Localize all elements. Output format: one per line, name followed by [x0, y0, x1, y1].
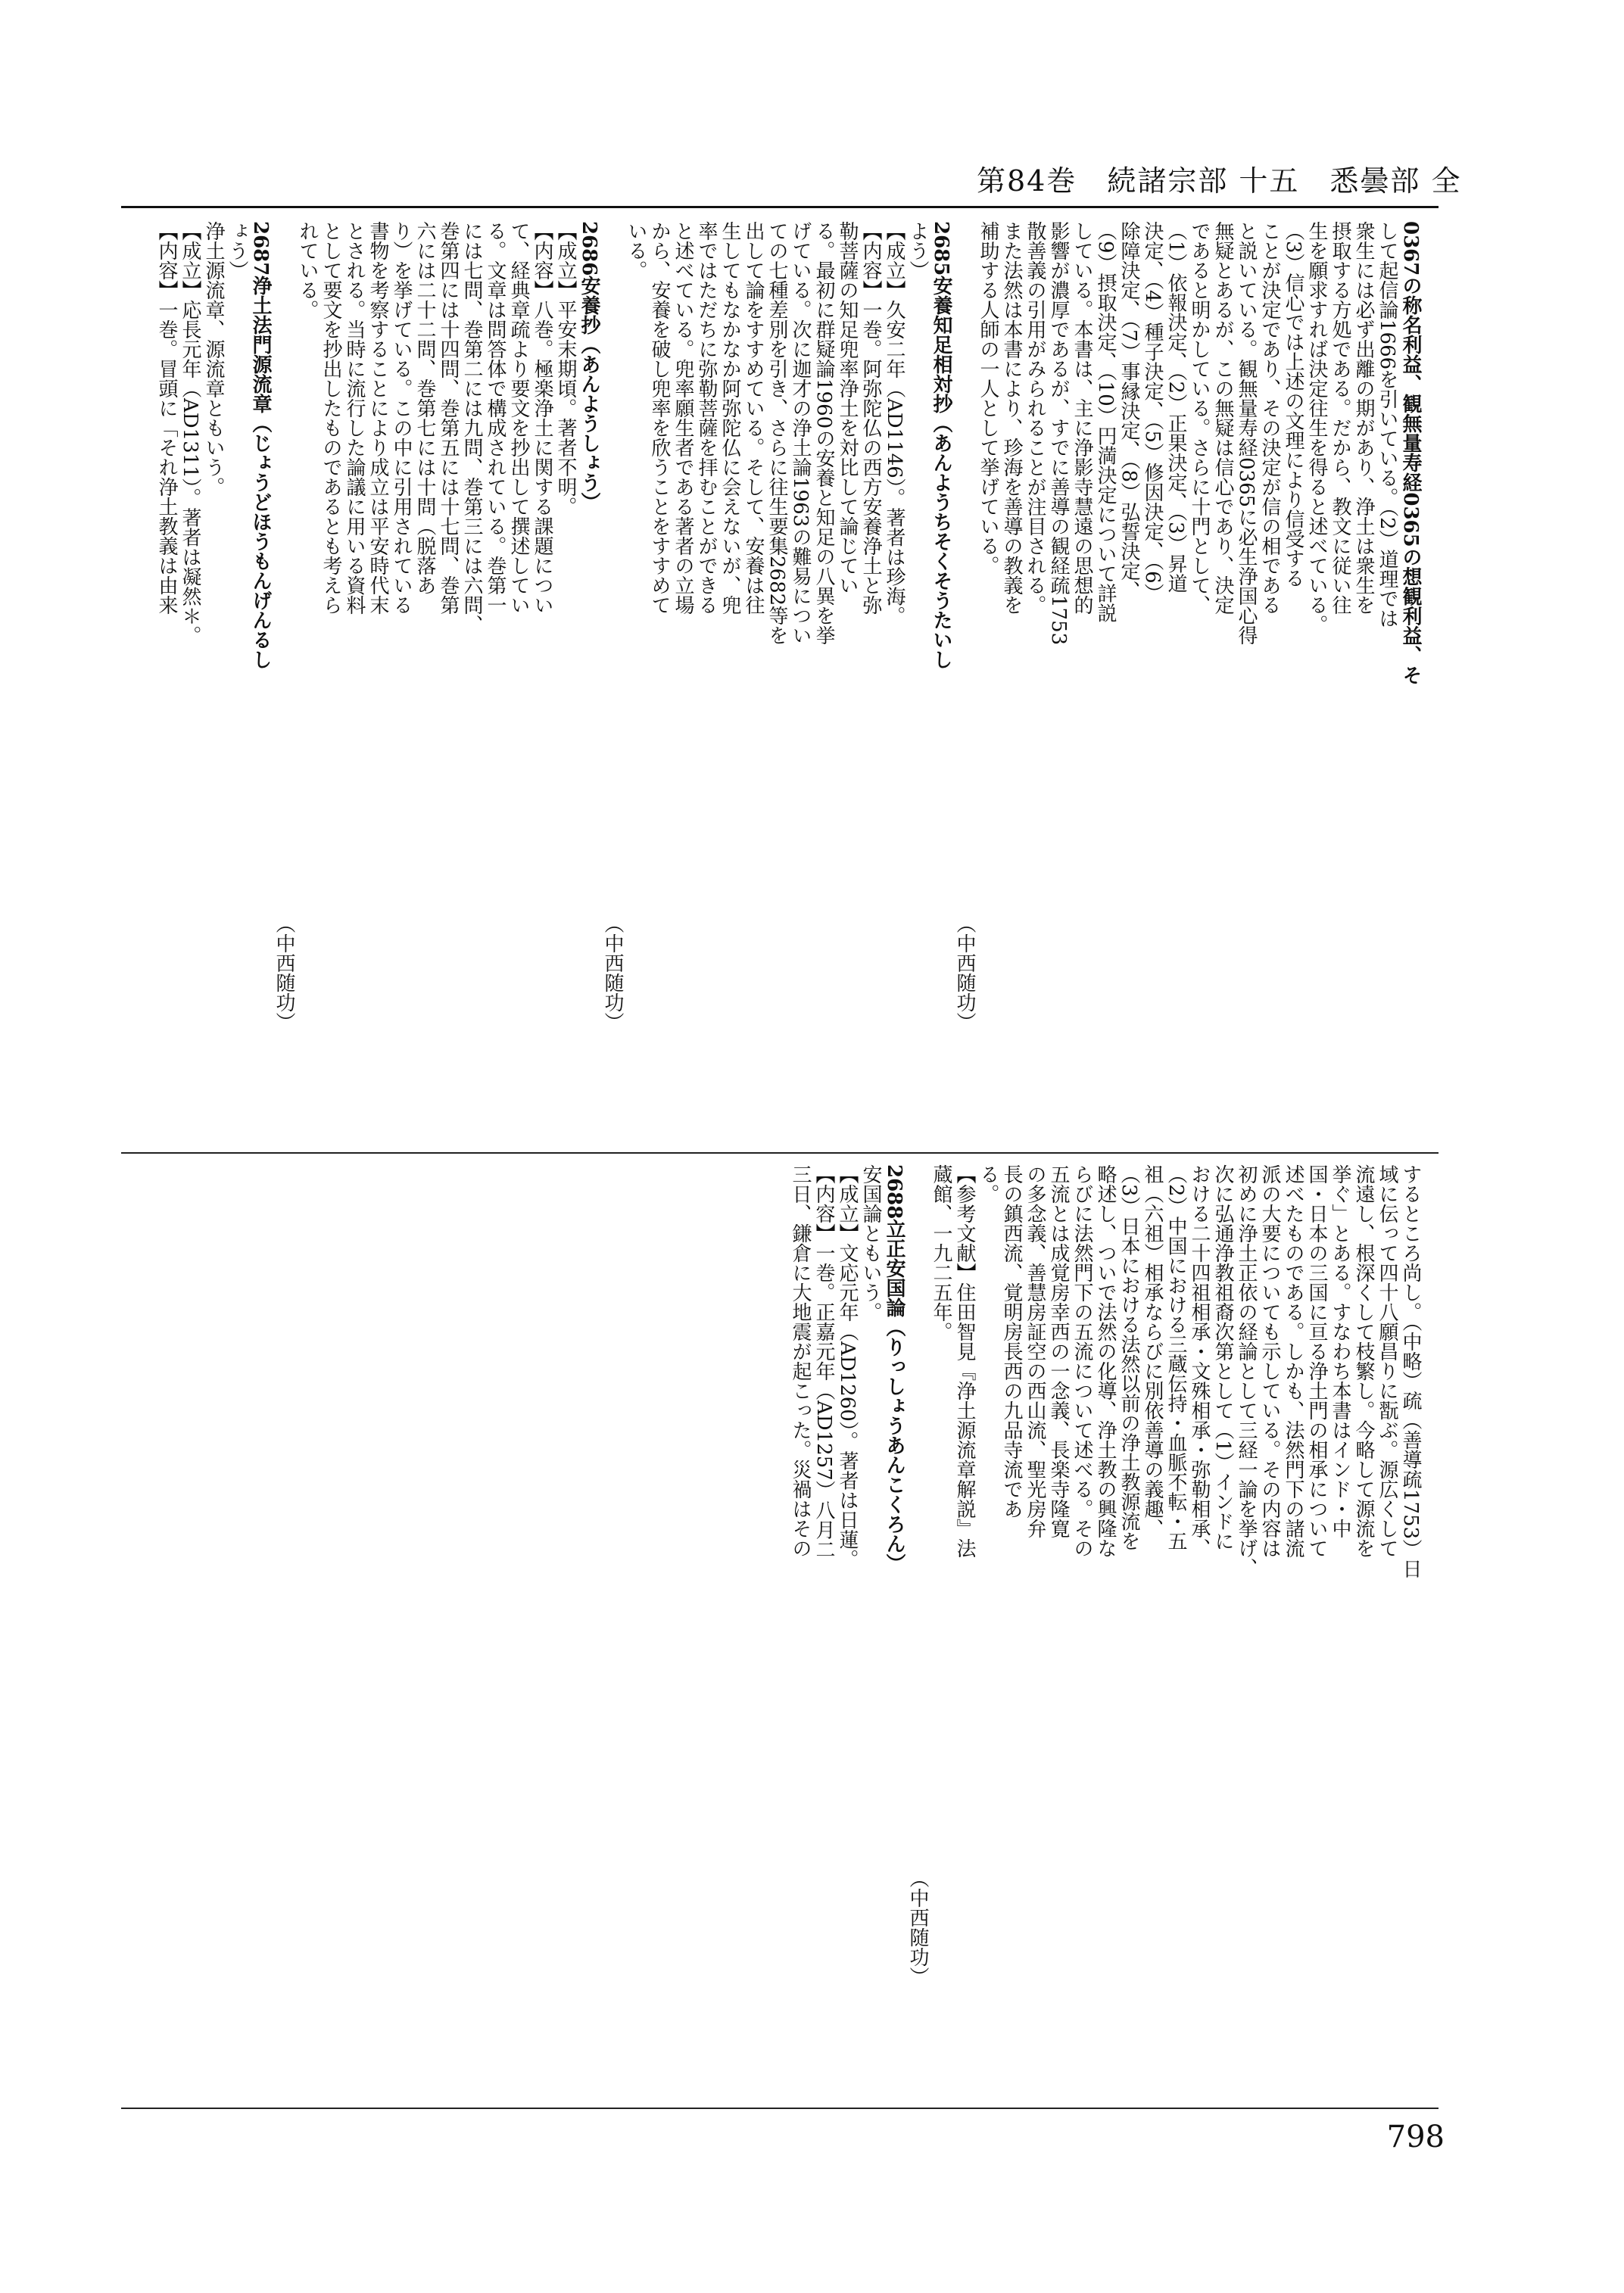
upper-text-column: れている。 [296, 221, 319, 319]
upper-text-column: 2685安養知足相対抄（あんようちそくそうたいし [930, 221, 952, 670]
upper-text-column: 浄土源流章、源流章ともいう。 [202, 221, 225, 497]
upper-text-column: 【成立】平安末期頃。著者不明。 [554, 221, 577, 516]
lower-text-column: おける二十四祖相承・文殊相承・弥勒相承、 [1188, 1164, 1211, 1558]
upper-text-column: 【内容】八巻。極楽浄土に関する課題につい [531, 221, 553, 615]
lower-text-column: 国・日本の三国に亘る浄土門の相承について [1305, 1164, 1328, 1558]
upper-text-column: 衆生には必ず出離の期があり、浄土は衆生を [1352, 221, 1375, 615]
upper-text-column: 影響が濃厚であるが、すでに善導の観経疏1753 [1047, 221, 1070, 646]
lower-text-column: らびに法然門下の五流について述べる。その [1071, 1164, 1093, 1558]
upper-text-column: であると明かしている。さらに十門として、 [1188, 221, 1211, 615]
lower-text-column: の多念義、善慧房証空の西山流、聖光房弁 [1024, 1164, 1046, 1538]
upper-text-column: 2686安養抄（あんようしょう） [578, 221, 600, 512]
lower-text-column: 域に伝って四十八願昌りに翫ぶ。源広くして [1376, 1164, 1398, 1558]
upper-text-column: とされる。当時に流行した論議に用いる資料 [343, 221, 366, 615]
tier-divider [121, 1152, 1439, 1154]
upper-text-column: 率ではただちに弥勒菩薩を拝むことができる [695, 221, 718, 615]
upper-text-column: している。本書は、主に浄影寺慧遠の思想的 [1071, 221, 1093, 615]
lower-text-column: る。 [977, 1164, 999, 1204]
upper-text-column: から、安養を破し兜率を欣うことをすすめて [648, 221, 671, 615]
upper-text-column: て、経典章疏より要文を抄出して撰述してい [507, 221, 530, 615]
lower-text-column: （中西随功） [906, 1868, 929, 1986]
lower-text-column: （3）日本における法然以前の浄土教源流を [1117, 1164, 1140, 1551]
lower-text-column: 【内容】一巻。正嘉元年（AD1257）八月二 [812, 1164, 835, 1559]
lower-text-column: （2）中国における三蔵伝持・血脈不転・五 [1164, 1164, 1187, 1551]
upper-text-column: 勒菩薩の知足兜率浄土を対比して論じてい [836, 221, 859, 595]
lower-text-column: 五流とは成覚房幸西の一念義、長楽寺隆寛 [1047, 1164, 1070, 1538]
upper-text-column: 摂取する方処である。だから、教文に従い往 [1329, 221, 1351, 615]
lower-text-column: するところ尚し。（中略）疏（善導疏1753）日 [1399, 1164, 1422, 1579]
upper-text-column: 2687浄土法門源流章（じょうどほうもんげんるし [249, 221, 272, 670]
upper-text-column: 出して論をすすめている。そして、安養は往 [742, 221, 765, 615]
upper-text-column: と述べている。兜率願生者である著者の立場 [672, 221, 694, 615]
lower-text-column: 略述し、ついで法然の化導、浄土教の興隆な [1094, 1164, 1117, 1558]
upper-text-column: 生してもなかなか阿弥陀仏に会えないが、兜 [718, 221, 741, 615]
page-number: 798 [1386, 2120, 1445, 2154]
lower-text-column: 祖（六祖）相承ならびに別依善導の義趣、 [1141, 1164, 1164, 1538]
upper-text-column: ての七種差別を引き、さらに往生要集2682等を [765, 221, 788, 646]
header-rule [121, 206, 1439, 208]
upper-text-column: には七問、巻第二には九問、巻第三には六問、 [460, 221, 483, 634]
upper-text-column: 0367の称名利益、観無量寿経0365の想観利益、そ [1399, 221, 1422, 685]
upper-text-column: と説いている。観無量寿経0365に必生浄国心得 [1235, 221, 1258, 646]
lower-text-column: 【成立】文応元年（AD1260）。著者は日蓮。 [836, 1164, 859, 1569]
upper-text-column: 決定、（4）種子決定、（5）修因決定、（6） [1141, 221, 1164, 603]
upper-text-column: る。文章は問答体で構成されている。巻第一 [484, 221, 507, 615]
upper-text-column: （1）依報決定、（2）正果決定、（3）昇道 [1164, 221, 1187, 594]
lower-text-column: 蔵館、一九二五年。 [930, 1164, 952, 1341]
upper-text-column: （3）信心では上述の文理により信受する [1282, 221, 1304, 588]
lower-text-column: 2688立正安国論（りっしょうあんこくろん） [883, 1164, 906, 1574]
upper-text-column: ょう） [226, 221, 248, 280]
upper-text-column: 無疑とあるが、この無疑は信心であり、決定 [1211, 221, 1234, 615]
lower-text-column: 初めに浄土正依の経論として三経一論を挙げ、 [1235, 1164, 1258, 1578]
upper-text-column: 【内容】一巻。冒頭に「それ浄土教義は由来 [155, 221, 178, 615]
lower-text-column: 述べたものである。しかも、法然門下の諸流 [1282, 1164, 1304, 1558]
upper-text-column: 【成立】久安二年（AD1146）。著者は珍海。 [883, 221, 906, 626]
lower-text-column: 長の鎮西流、覚明房長西の九品寺流であ [1000, 1164, 1023, 1519]
upper-text-column: （中西随功） [601, 914, 624, 1032]
lower-text-column: 派の大要についても示している。その内容は [1258, 1164, 1281, 1558]
lower-text-column: 【参考文献】住田智見『浄土源流章解説』法 [953, 1164, 976, 1558]
upper-text-column: る。最初に群疑論1960の安養と知足の八異を挙 [812, 221, 835, 646]
lower-text-column: 挙ぐ」とある。すなわち本書はインド・中 [1329, 1164, 1351, 1538]
upper-text-column: （中西随功） [273, 914, 295, 1032]
lower-text-column: 安国論ともいう。 [859, 1164, 882, 1322]
upper-text-column: げている。次に迦才の浄土論1963の難易につい [789, 221, 812, 646]
upper-text-column: （9）摂取決定、（10）円満決定について詳説 [1094, 221, 1117, 623]
upper-text-column: 書物を考察することにより成立は平安時代末 [366, 221, 389, 615]
running-header: 第84巻 続諸宗部 十五 悉曇部 全 [977, 164, 1462, 198]
upper-text-column: ことが決定であり、その決定が信の相である [1258, 221, 1281, 615]
upper-text-column: 六には二十二問、巻第七には十問（脱落あ [413, 221, 436, 595]
upper-text-column: り）を挙げている。この中に引用されている [390, 221, 413, 615]
upper-text-column: また法然は本書により、珍海を善導の教義を [1000, 221, 1023, 615]
lower-text-column: 流遠し、根深くして枝繁し。今略して源流を [1352, 1164, 1375, 1558]
lower-text-column: 次に弘通浄教祖裔次第として（1）インドに [1211, 1164, 1234, 1551]
upper-text-column: 【成立】応長元年（AD1311）。著者は凝然＊。 [179, 221, 201, 646]
upper-text-column: として要文を抄出したものであるとも考えら [320, 221, 342, 615]
upper-text-column: （中西随功） [953, 914, 976, 1032]
upper-text-column: 除障決定、（7）事縁決定、（8）弘誓決定、 [1117, 221, 1140, 601]
bottom-rule [121, 2108, 1439, 2109]
upper-text-column: して起信論1666を引いている。（2）道理では [1376, 221, 1398, 628]
upper-text-column: よう） [906, 221, 929, 280]
upper-text-column: 生を願求すれば決定往生を得ると述べている。 [1305, 221, 1328, 634]
upper-text-column: いる。 [625, 221, 647, 280]
upper-text-column: 巻第四には十四問、巻第五には十七問、巻第 [437, 221, 460, 615]
upper-text-column: 【内容】一巻。阿弥陀仏の西方安養浄土と弥 [859, 221, 882, 615]
upper-text-column: 補助する人師の一人として挙げている。 [977, 221, 999, 575]
upper-text-column: 散善義の引用がみられることが注目される。 [1024, 221, 1046, 615]
lower-text-column: 三日、鎌倉に大地震が起こった。災禍はその [789, 1164, 812, 1558]
